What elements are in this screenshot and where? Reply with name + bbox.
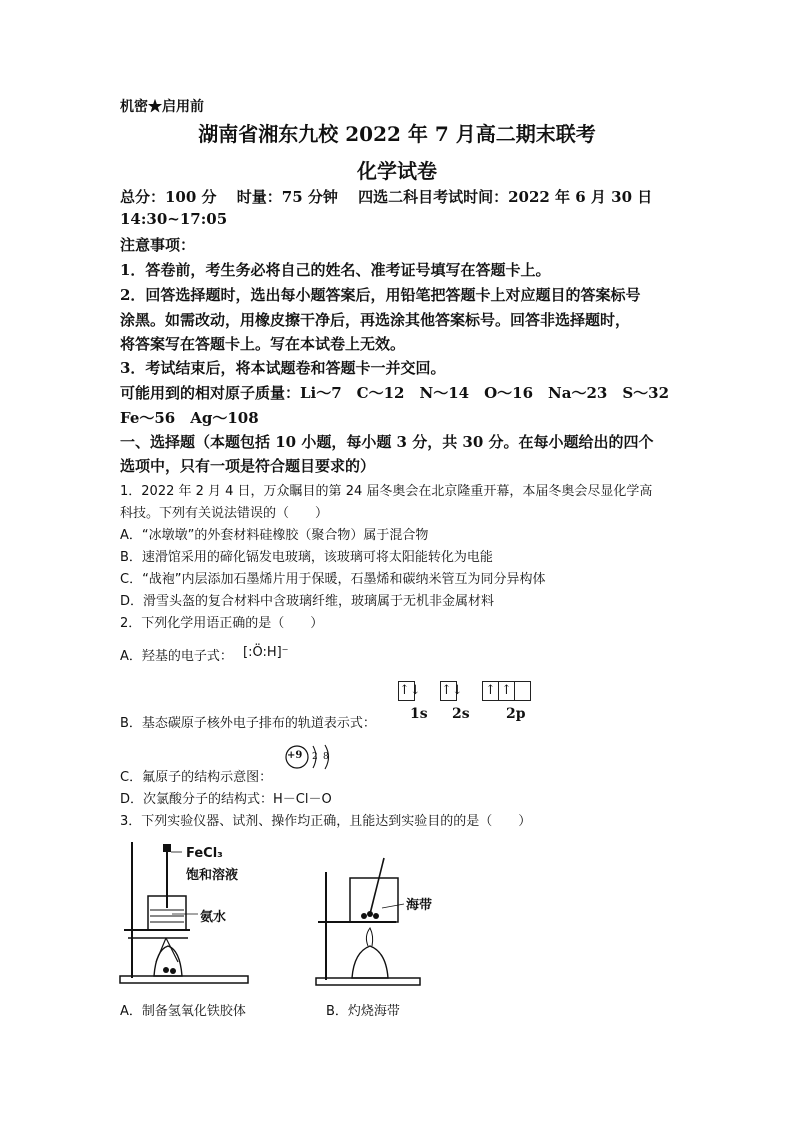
note-1: 1．答卷前，考生务必将自己的姓名、准考证号填写在答题卡上。 <box>120 261 551 279</box>
atomic-mass-line1: 可能用到的相对原子质量：Li～7 C～12 N～14 O～16 Na～23 S～32 <box>120 384 670 402</box>
note-3: 3．考试结束后，将本试题卷和答题卡一并交回。 <box>120 359 446 377</box>
atomic-mass-line2: Fe～56 Ag～108 <box>120 409 259 427</box>
q2-option-a-label: A．羟基的电子式： <box>120 649 233 664</box>
q2-option-d: D．次氯酸分子的结构式：H－Cl－O <box>120 792 332 807</box>
q2-option-c-label: C．氟原子的结构示意图： <box>120 770 273 785</box>
secret-mark: 机密★启用前 <box>120 99 204 115</box>
q2-option-b-label: B．基态碳原子核外电子排布的轨道表示式： <box>120 716 376 731</box>
section-heading-line1: 一、选择题（本题包括 10 小题，每小题 3 分，共 30 分。在每小题给出的四个 <box>120 433 654 451</box>
orbital-box-2s: ↑↓ <box>440 681 457 701</box>
orbital-box-2p-3 <box>514 681 531 701</box>
note-2-line2: 涂黑。如需改动，用橡皮擦干净后，再选涂其他答案标号。回答非选择题时， <box>120 311 631 329</box>
page-title: 湖南省湘东九校 2022 年 7 月高二期末联考 <box>198 122 596 146</box>
note-2-line1: 2．回答选择题时，选出每小题答案后，用铅笔把答题卡上对应题目的答案标号 <box>120 286 641 304</box>
q1-option-c: C．“战袍”内层添加石墨烯片用于保暖，石墨烯和碳纳米管互为同分异构体 <box>120 572 546 587</box>
figure-a-reagent-fecl3: FeCl₃ <box>186 846 223 861</box>
fluorine-structure-diagram <box>282 740 342 774</box>
figure-a-apparatus <box>118 838 288 988</box>
hydroxyl-electron-formula: [:Ö:H]⁻ <box>243 645 289 660</box>
orbital-label-2s: 2s <box>452 706 470 722</box>
note-2-line3: 将答案写在答题卡上。写在本试卷上无效。 <box>120 335 406 353</box>
orbital-diagram <box>398 680 558 728</box>
orbital-box-2p-2: ↑ <box>498 681 515 701</box>
orbital-label-2p: 2p <box>506 706 526 722</box>
q3-caption-a: A．制备氢氧化铁胶体 <box>120 1004 246 1019</box>
exam-info-line2: 14:30~17:05 <box>120 210 228 228</box>
orbital-label-1s: 1s <box>410 706 428 722</box>
page-subtitle: 化学试卷 <box>357 159 437 183</box>
q1-option-d: D．滑雪头盔的复合材料中含玻璃纤维，玻璃属于无机非金属材料 <box>120 594 495 609</box>
q1-stem-line2: 科技。下列有关说法错误的（ ） <box>120 506 329 521</box>
figure-b-apparatus <box>312 852 452 988</box>
orbital-box-1s: ↑↓ <box>398 681 415 701</box>
q2-stem: 2．下列化学用语正确的是（ ） <box>120 616 324 631</box>
q3-stem: 3．下列实验仪器、试剂、操作均正确，且能达到实验目的的是（ ） <box>120 814 532 829</box>
nucleus-charge: +9 <box>287 750 303 761</box>
figure-a-reagent-ammonia: 氨水 <box>200 910 227 925</box>
figure-b-reagent-seaweed: 海带 <box>406 898 433 913</box>
q1-option-b: B．速滑馆采用的碲化镉发电玻璃，该玻璃可将太阳能转化为电能 <box>120 550 493 565</box>
figure-a-reagent-solution: 饱和溶液 <box>186 868 239 883</box>
exam-info-line1: 总分：100 分 时量：75 分钟 四选二科目考试时间：2022 年 6 月 30 日 <box>120 188 653 206</box>
shell-1-electrons: 2 <box>312 752 318 762</box>
shell-2-electrons: 8 <box>323 752 329 762</box>
q1-option-a: A．“冰墩墩”的外套材料硅橡胶（聚合物）属于混合物 <box>120 528 429 543</box>
q3-caption-b: B．灼烧海带 <box>326 1004 400 1019</box>
q1-stem-line1: 1．2022 年 2 月 4 日，万众瞩目的第 24 届冬奥会在北京隆重开幕，本届冬奥会尽显化学高 <box>120 484 653 499</box>
section-heading-line2: 选项中，只有一项是符合题目要求的） <box>120 457 376 475</box>
crucible-burner-icon <box>312 852 452 988</box>
orbital-box-2p-1: ↑ <box>482 681 499 701</box>
notes-heading: 注意事项： <box>120 236 196 254</box>
